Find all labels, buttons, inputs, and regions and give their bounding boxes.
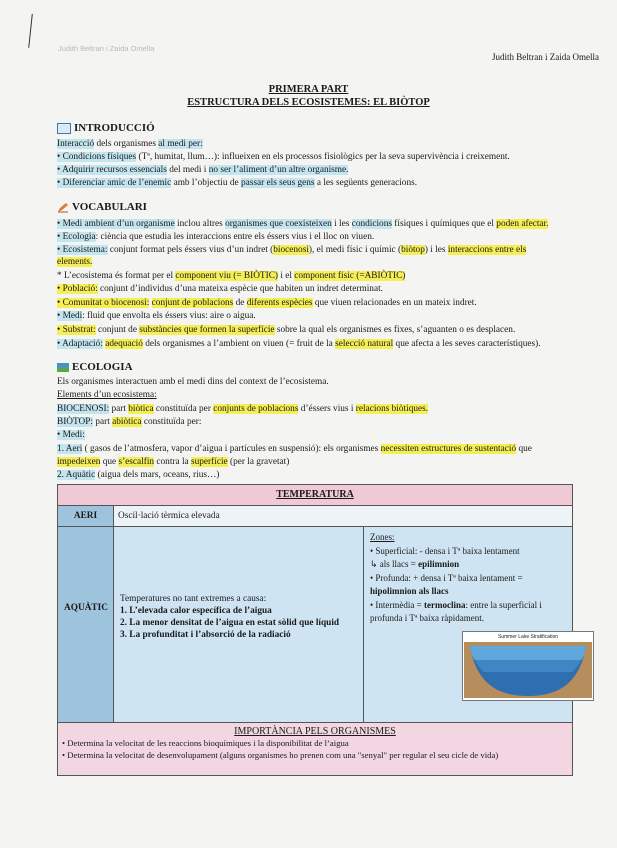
section-title: INTRODUCCIÓ: [74, 122, 155, 134]
importance-item: • Determina la velocitat de desenvolupament (alguns organismes ho prenen com una "senyal" per regular el seu cicle de vida): [62, 750, 499, 760]
vocab-line: • Substrat: conjunt de substàncies que formen la superfície sobre la qual els organismes es fixes, s’aguanten o es desplacen.: [57, 325, 516, 335]
section-ecologia: [57, 361, 133, 373]
intro-line: Interacció dels organismes al medi per:: [57, 139, 203, 149]
pencil-icon: [57, 202, 69, 213]
ecologia-line: 1. Aeri ( gasos de l’atmosfera, vapor d’aigua i partícules en suspensió): els organismes necessiten estructures de sustentació que: [57, 444, 532, 454]
ecologia-line: BIOCENOSI: part biòtica constituïda per conjunts de poblacions d’éssers vius i relacions biòtiques.: [57, 404, 429, 414]
table-header: TEMPERATURA: [58, 485, 572, 506]
row-label-aquatic: AQUÀTIC: [58, 527, 114, 723]
intro-bullet: • Diferenciar amic de l’enemic amb l’objectiu de passar els seus gens a les següents generacions.: [57, 178, 418, 188]
vocab-line: elements.: [57, 257, 93, 267]
section-title: VOCABULARI: [72, 201, 147, 213]
lake-stratification-diagram: Summer Lake Stratification: [462, 631, 594, 701]
vocab-line: • Ecosistema: conjunt format pels éssers vius d’un indret (biocenosi), el medi físic i químic (biòtop) i les interaccions entre els: [57, 245, 527, 255]
temperature-table: [57, 484, 573, 776]
section-title: ECOLOGIA: [72, 361, 133, 373]
bleed-through-text: Judith Beltran i Zaida Omella: [58, 44, 155, 53]
author-names: Judith Beltran i Zaida Omella: [492, 52, 599, 62]
pen-mark: [28, 14, 36, 48]
ecologia-line: Els organismes interactuen amb el medi dins del context de l’ecosistema.: [57, 377, 329, 387]
section-introduccio: [57, 122, 155, 134]
vocab-line: • Ecologia: ciència que estudia les interaccions entre els éssers vius i el lloc on viuen.: [57, 232, 375, 242]
ecologia-line: Elements d’un ecosistema:: [57, 390, 157, 400]
ecologia-line: BIÒTOP: part abiòtica constituïda per:: [57, 417, 202, 427]
vocab-line: • Medi: fluid que envolta els éssers vius: aire o aigua.: [57, 311, 256, 321]
importance-item: • Determina la velocitat de les reaccions bioquímiques i la disponibilitat de l’aigua: [62, 738, 349, 748]
book-icon: [57, 123, 71, 134]
page-title: ESTRUCTURA DELS ECOSISTEMES: EL BIÒTOP: [187, 97, 430, 108]
row-label-aeri: AERI: [58, 506, 114, 527]
section-vocabulari: [57, 201, 147, 213]
vocab-line: • Població: conjunt d’individus d’una mateixa espècie que habiten un indret determinat.: [57, 284, 383, 294]
ecologia-line: impedeixen que s’escalfin contra la superfície (per la gravetat): [57, 457, 290, 467]
aquatic-causes-cell: Temperatures no tant extremes a causa: 1. L’elevada calor específica de l’aigua 2. La menor densitat de l’aigua en estat sòlid que líquid 3. La profunditat i l’absorció de la radiació: [114, 527, 364, 723]
part-title: PRIMERA PART: [268, 84, 349, 95]
vocab-line: • Medi ambient d’un organisme inclou altres organismes que coexisteixen i les condicions físiques i químiques que el poden afectar.: [57, 219, 549, 229]
lake-diagram-graphic: [464, 642, 592, 698]
intro-bullet: • Condicions físiques (Tª, humitat, llum…): influeixen en els processos fisiològics per la seva supervivència i creixement.: [57, 152, 510, 162]
importance-title: IMPORTÀNCIA PELS ORGANISMES: [234, 726, 396, 737]
ecologia-line: • Medi:: [57, 430, 85, 440]
ecologia-line: 2. Aquàtic (aigua dels mars, oceans, rius…): [57, 470, 220, 480]
aeri-cell: Oscil·lació tèrmica elevada: [114, 506, 572, 527]
vocab-line: * L’ecosistema és format per el component viu (= BIÒTIC) i el component físic (=ABIÒTIC): [57, 271, 406, 281]
vocab-line: • Comunitat o biocenosi: conjunt de poblacions de diferents espècies que viuen relacionades en un mateix indret.: [57, 298, 477, 308]
ecosystem-icon: [57, 363, 69, 372]
importance-section: [58, 723, 572, 775]
vocab-line: • Adaptació: adequació dels organismes a l’ambient on viuen (= fruit de la selecció natural que afecta a les seves característiques).: [57, 339, 541, 349]
intro-bullet: • Adquirir recursos essencials del medi i no ser l’aliment d’un altre organisme.: [57, 165, 349, 175]
aquatic-zones-cell: Zones: • Superficial: - densa i Tª baixa lentament ↳ als llacs = epilimnion • Profunda: + densa i Tª baixa lentament = hipolimnion als llacs • Intermèdia = termoclina: entre la superficial i profunda i Tª baixa ràpidament. Summer Lake Stratification: [364, 527, 572, 723]
